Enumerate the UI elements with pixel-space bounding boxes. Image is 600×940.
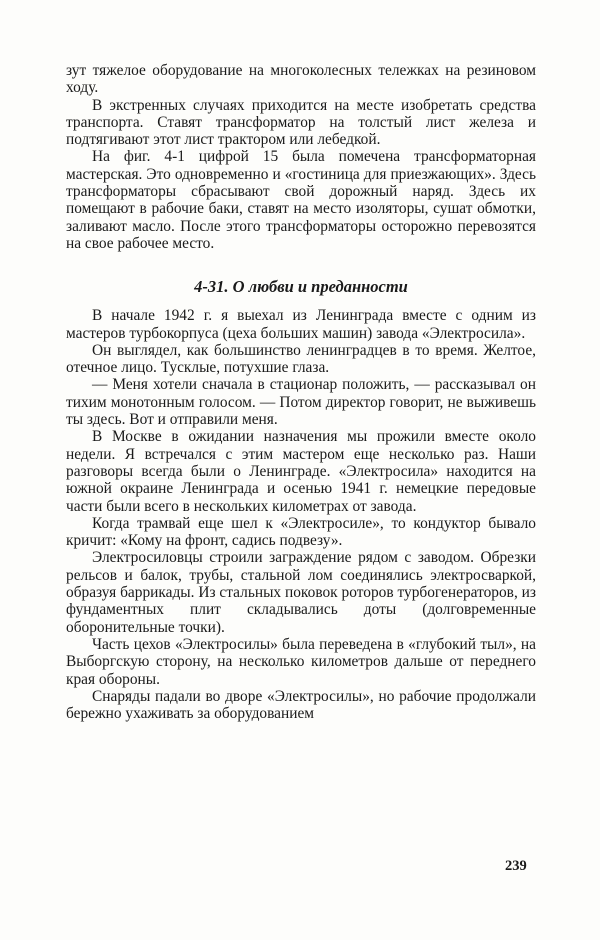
- paragraph: В начале 1942 г. я выехал из Ленинграда вместе с одним из мастеров турбокорпуса (цеха больших машин) завода «Электросила».: [66, 307, 536, 342]
- paragraph: Снаряды падали во дворе «Электросилы», но рабочие продолжали бережно ухаживать за оборудованием: [66, 687, 536, 723]
- paragraph: — Меня хотели сначала в стационар положить, — рассказывал он тихим монотонным голосом. — Потом директор говорит, не выживешь ты здесь. Вот и отправили меня.: [66, 376, 536, 429]
- paragraph: Часть цехов «Электросилы» была переведена в «глубокий тыл», на Выборгскую сторону, на несколько километров дальше от переднего края обороны.: [66, 635, 536, 688]
- paragraph: Когда трамвай еще шел к «Электросиле», то кондуктор бывало кричит: «Кому на фронт, садись подвезу».: [66, 514, 536, 550]
- section-heading: 4-31. О любви и преданности: [194, 277, 408, 297]
- paragraph: Ha фиг. 4-1 цифрой 15 была помечена трансформаторная мастерская. Это одновременно и «гостиница для приезжающих». Здесь трансформаторы сбрасывают свой дорожный наряд. Здесь их помещают в рабочие баки, ставят на место изоляторы, сушат обмотки, заливают масло. После этого трансформаторы осторожно перевозятся на свое рабочее место.: [66, 148, 536, 252]
- paragraph: Электросиловцы строили заграждение рядом с заводом. Обрезки рельсов и балок, трубы, стальной лом соединялись электросваркой, образуя баррикады. Из стальных поковок роторов турбогенераторов, из фундаментных плит складывались доты (долговременные оборонительные точки).: [66, 549, 536, 636]
- page-text: [66, 62, 536, 722]
- paragraph: зут тяжелое оборудование на многоколесных тележках на резиновом ходу.: [66, 62, 536, 97]
- paragraph: В экстренных случаях приходится на месте изобретать средства транспорта. Ставят трансформатор на толстый лист железа и подтягивают этот лист трактором или лебедкой.: [66, 96, 536, 149]
- page-number: 239: [505, 858, 527, 874]
- paragraph: В Москве в ожидании назначения мы прожили вместе около недели. Я встречался с этим мастером еще несколько раз. Наши разговоры всегда были о Ленинграде. «Электросила» находится на южной окраине Ленинграда и осенью 1941 г. немецкие передовые части были всего в нескольких километрах от завода.: [66, 428, 536, 515]
- paragraph: Он выглядел, как большинство ленинградцев в то время. Желтое, отечное лицо. Тусклые, потухшие глаза.: [66, 341, 536, 377]
